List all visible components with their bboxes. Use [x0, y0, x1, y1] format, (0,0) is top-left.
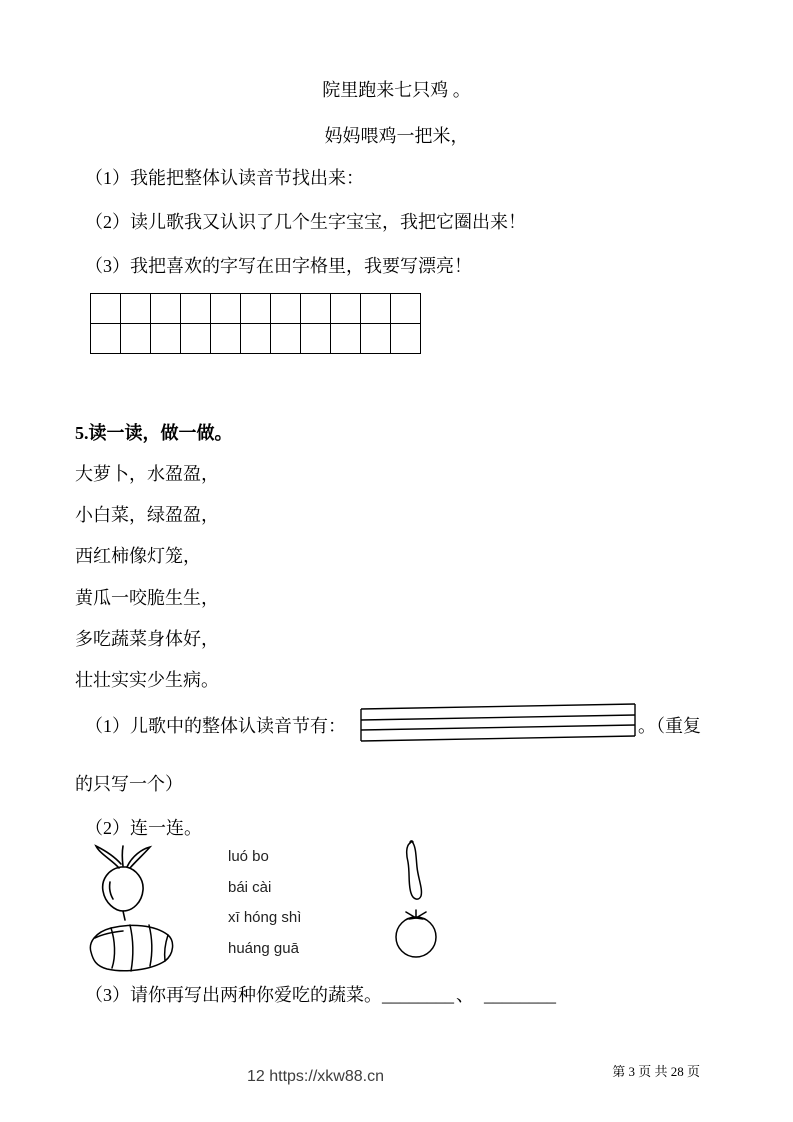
grid-cell — [330, 323, 360, 353]
cucumber-icon — [398, 840, 426, 904]
grid-cell — [300, 293, 330, 323]
blank-separator: 、 — [456, 985, 474, 1005]
grid-cell — [120, 323, 150, 353]
grid-cell — [390, 323, 420, 353]
grid-cell — [300, 323, 330, 353]
poem-line: 小白菜，绿盈盈， — [75, 505, 219, 525]
grid-cell — [270, 323, 300, 353]
pinyin-label-huanggua: huáng guā — [228, 940, 299, 957]
grid-cell — [210, 323, 240, 353]
grid-cell — [270, 293, 300, 323]
sub1-suffix: 。（重复 — [638, 716, 701, 736]
section5-title: 5.读一读，做一做。 — [75, 423, 233, 443]
poem-line: 大萝卜，水盈盈， — [75, 464, 219, 484]
grid-cell — [180, 293, 210, 323]
question-2: （2）读儿歌我又认识了几个生字宝宝，我把它圈出来！ — [85, 212, 526, 232]
grid-cell — [360, 323, 390, 353]
answer-blank-2: ________ — [484, 985, 556, 1005]
answer-blank-1: ________ — [382, 985, 454, 1005]
poem-line: 多吃蔬菜身体好， — [75, 629, 219, 649]
page-number: 第 3 页 共 28 页 — [612, 1064, 700, 1079]
sub1-prefix: （1）儿歌中的整体认读音节有： — [85, 716, 346, 736]
answer-box — [358, 700, 638, 744]
poem-line-top-2: 妈妈喂鸡一把米， — [324, 126, 469, 146]
grid-cell — [120, 293, 150, 323]
watermark-url: 12 https://xkw88.cn — [247, 1068, 384, 1085]
radish-icon — [88, 842, 158, 922]
grid-cell — [240, 293, 270, 323]
pinyin-label-baicai: bái cài — [228, 879, 272, 896]
grid-cell — [90, 293, 120, 323]
poem-line: 西红柿像灯笼， — [75, 546, 201, 566]
grid-cell — [390, 293, 420, 323]
grid-cell — [330, 293, 360, 323]
poem-line-top-1: 院里跑来七只鸡 。 — [322, 80, 471, 100]
grid-cell — [90, 323, 120, 353]
grid-cell — [150, 293, 180, 323]
sub3-label: （3）请你再写出两种你爱吃的蔬菜。 — [85, 985, 382, 1005]
writing-grid — [90, 293, 421, 354]
poem-line: 壮壮实实少生病。 — [75, 670, 219, 690]
poem-line: 黄瓜一咬脆生生， — [75, 588, 219, 608]
tomato-icon — [390, 906, 442, 960]
grid-cell — [240, 323, 270, 353]
grid-cell — [180, 323, 210, 353]
grid-cell — [150, 323, 180, 353]
cabbage-icon — [85, 916, 180, 978]
grid-cell — [360, 293, 390, 323]
question-1: （1）我能把整体认读音节找出来： — [85, 168, 364, 188]
pinyin-label-xihongshi: xī hóng shì — [228, 909, 302, 926]
sub2-label: （2）连一连。 — [85, 818, 202, 838]
grid-cell — [210, 293, 240, 323]
pinyin-label-luobo: luó bo — [228, 848, 269, 865]
sub3-row — [85, 985, 556, 1007]
sub1-continuation: 的只写一个） — [75, 774, 183, 794]
question-3: （3）我把喜欢的字写在田字格里，我要写漂亮！ — [85, 256, 472, 276]
